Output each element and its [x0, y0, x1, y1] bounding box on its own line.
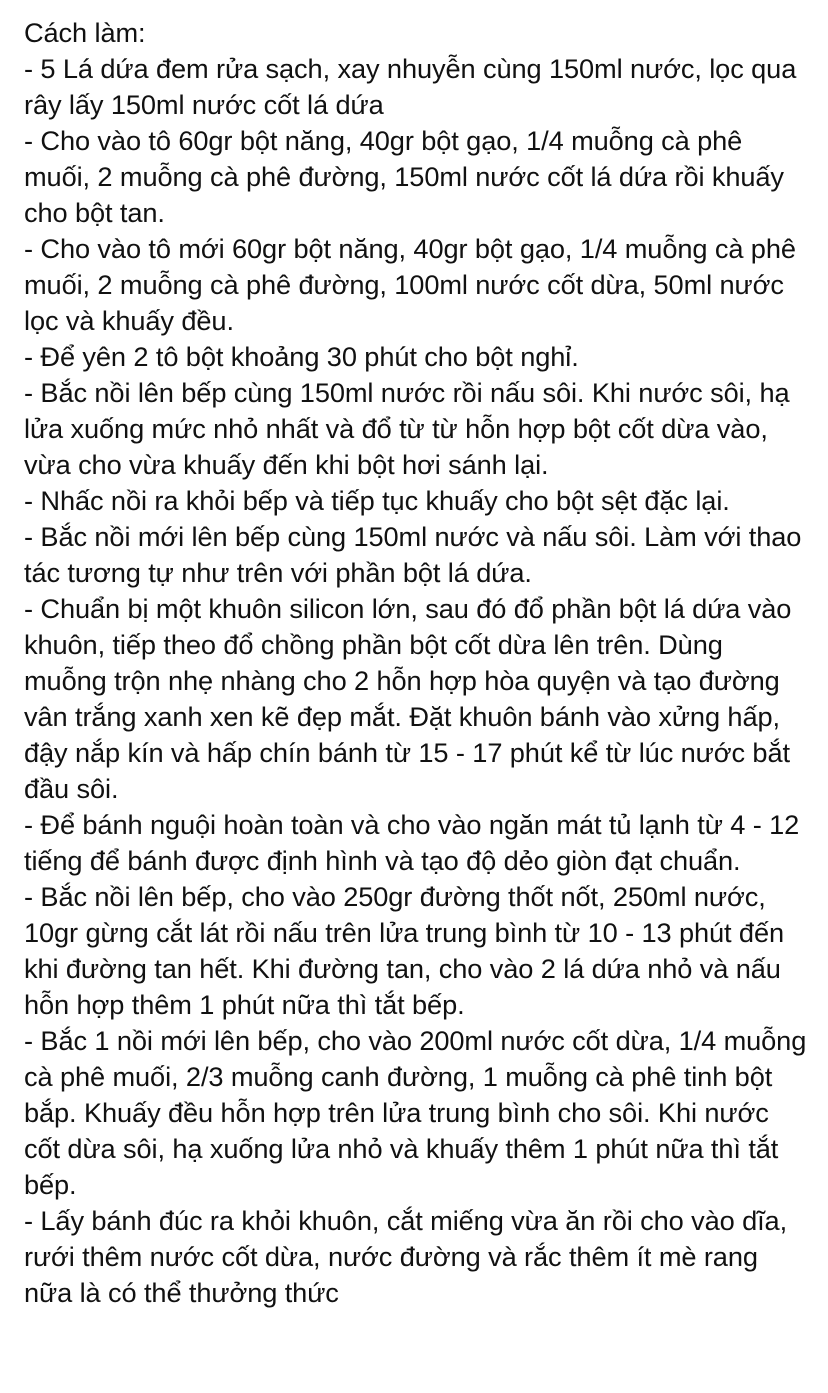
recipe-step: - Bắc nồi lên bếp, cho vào 250gr đường thốt nốt, 250ml nước, 10gr gừng cắt lát rồi nấu trên lửa trung bình từ 10 - 13 phút đến khi đường tan hết. Khi đường tan, cho vào 2 lá dứa nhỏ và nấu hỗn hợp thêm 1 phút nữa thì tắt bếp.: [24, 881, 784, 1020]
recipe-step: - Bắc nồi mới lên bếp cùng 150ml nước và nấu sôi. Làm với thao tác tương tự như trên với phần bột lá dứa.: [24, 521, 802, 588]
recipe-heading: Cách làm:: [24, 17, 146, 48]
recipe-step: - Bắc nồi lên bếp cùng 150ml nước rồi nấu sôi. Khi nước sôi, hạ lửa xuống mức nhỏ nhất và đổ từ từ hỗn hợp bột cốt dừa vào, vừa cho vừa khuấy đến khi bột hơi sánh lại.: [24, 377, 790, 480]
recipe-step: - Bắc 1 nồi mới lên bếp, cho vào 200ml nước cốt dừa, 1/4 muỗng cà phê muối, 2/3 muỗng canh đường, 1 muỗng cà phê tinh bột bắp. Khuấy đều hỗn hợp trên lửa trung bình cho sôi. Khi nước cốt dừa sôi, hạ xuống lửa nhỏ và khuấy thêm 1 phút nữa thì tắt bếp.: [24, 1025, 807, 1200]
recipe-step: - Nhấc nồi ra khỏi bếp và tiếp tục khuấy cho bột sệt đặc lại.: [24, 485, 730, 516]
recipe-step: - Lấy bánh đúc ra khỏi khuôn, cắt miếng vừa ăn rồi cho vào dĩa, rưới thêm nước cốt dừa, nước đường và rắc thêm ít mè rang nữa là có thể thưởng thức: [24, 1205, 788, 1308]
recipe-step: - 5 Lá dứa đem rửa sạch, xay nhuyễn cùng 150ml nước, lọc qua rây lấy 150ml nước cốt lá dứa: [24, 53, 797, 120]
recipe-step: - Để yên 2 tô bột khoảng 30 phút cho bột nghỉ.: [24, 341, 579, 372]
recipe-step: - Để bánh nguội hoàn toàn và cho vào ngăn mát tủ lạnh từ 4 - 12 tiếng để bánh được định hình và tạo độ dẻo giòn đạt chuẩn.: [24, 809, 800, 876]
recipe-step: - Cho vào tô mới 60gr bột năng, 40gr bột gạo, 1/4 muỗng cà phê muối, 2 muỗng cà phê đường, 100ml nước cốt dừa, 50ml nước lọc và khuấy đều.: [24, 233, 796, 336]
recipe-step: - Cho vào tô 60gr bột năng, 40gr bột gạo, 1/4 muỗng cà phê muối, 2 muỗng cà phê đường, 150ml nước cốt lá dứa rồi khuấy cho bột tan.: [24, 125, 784, 228]
recipe-step: - Chuẩn bị một khuôn silicon lớn, sau đó đổ phần bột lá dứa vào khuôn, tiếp theo đổ chồng phần bột cốt dừa lên trên. Dùng muỗng trộn nhẹ nhàng cho 2 hỗn hợp hòa quyện và tạo đường vân trắng xanh xen kẽ đẹp mắt. Đặt khuôn bánh vào xửng hấp, đậy nắp kín và hấp chín bánh từ 15 - 17 phút kể từ lúc nước bắt đầu sôi.: [24, 593, 792, 804]
